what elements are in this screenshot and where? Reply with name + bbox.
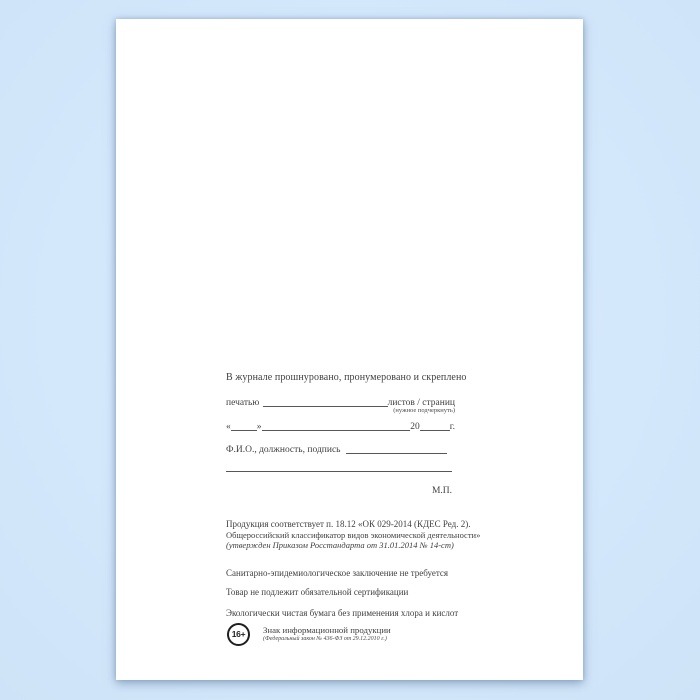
blank-full-line — [226, 471, 452, 472]
blank-year — [420, 430, 450, 431]
binding-statement: В журнале прошнуровано, пронумеровано и скреплено — [226, 372, 467, 383]
compliance-paragraph — [226, 519, 481, 551]
eco-paper-note: Экологически чистая бумага без применения хлора и кислот — [226, 607, 459, 618]
compliance-line-1: Продукция соответствует п. 18.12 «ОК 029-2014 (КДЕС Ред. 2). — [226, 519, 471, 529]
signer-label: Ф.И.О., должность, подпись — [226, 445, 341, 455]
seal-word: печатью — [226, 398, 260, 408]
sanitary-note: Санитарно-эпидемиологическое заключение не требуется — [226, 567, 449, 578]
stamp-abbr: М.П. — [431, 486, 452, 496]
certification-note: Товар не подлежит обязательной сертификации — [226, 586, 409, 597]
year-letter: г. — [449, 422, 455, 432]
date-line — [226, 421, 455, 433]
signer-line — [226, 444, 455, 456]
blank-month — [262, 430, 411, 431]
compliance-line-2: Общероссийский классификатор видов экономической деятельности» — [226, 529, 481, 540]
sheets-pages-label: листов / страниц — [387, 398, 455, 408]
age-16plus-icon: 16+ — [227, 623, 250, 646]
quote-open: « — [226, 422, 231, 432]
blank-underline-count — [263, 406, 387, 407]
age-mark-text — [263, 623, 391, 643]
compliance-line-3: (утвержден Приказом Росстандарта от 31.01.2014 № 14-ст) — [226, 540, 454, 550]
document-page — [116, 19, 583, 680]
year-century: 20 — [410, 422, 420, 432]
blank-day — [231, 430, 257, 431]
page-content — [226, 371, 481, 646]
age-mark-title: Знак информационной продукции — [263, 624, 391, 635]
age-mark-law-note: (Федеральный закон № 436-ФЗ от 29.12.2010 г.) — [263, 635, 387, 642]
quote-close: » — [256, 422, 262, 432]
blank-signature — [346, 453, 448, 454]
age-mark-block — [226, 623, 455, 646]
underline-hint: (нужное подчеркнуть) — [393, 407, 455, 414]
